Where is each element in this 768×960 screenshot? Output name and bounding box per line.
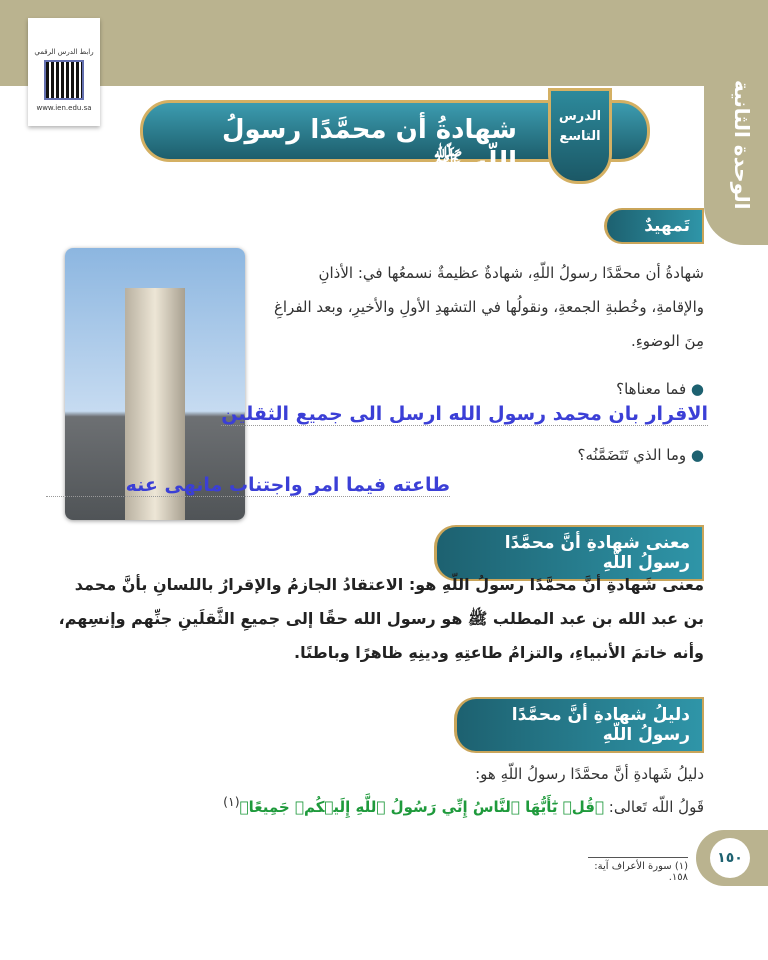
- question-2: ● وما الذي تَتَضَمَّنُه؟: [577, 446, 704, 464]
- answer-2[interactable]: طاعته فيما امر واجتناب مانهى عنه: [46, 474, 450, 497]
- lesson-number-badge: [548, 88, 612, 184]
- lesson-number: التاسع: [559, 129, 601, 144]
- answer-1[interactable]: الاقرار بان محمد رسول الله ارسل الى جميع الثقلين: [221, 403, 708, 425]
- intro-text: شهادةُ أن محمَّدًا رسولُ اللّهِ، شهادةٌ عظيمةٌ نسمعُها في: الأذانِ والإقامةِ، وخُطبةِ الجمعةِ، ونقولُها في التشهدِ الأولِ والأخيرِ، وبعد الفراغِ مِنَ الوضوءِ.: [273, 264, 704, 350]
- unit-sidebar: [704, 0, 768, 245]
- evidence-line2: قَولُ اللّه تَعالى: ﴿قُلۡ يَٰٓأَيُّهَا ٱلنَّاسُ إِنِّي رَسُولُ ٱللَّهِ إِلَيۡكُمۡ جَمِيعًا﴾$^{(١)}$: [223, 794, 704, 816]
- question-1: ● فما معناها؟: [616, 380, 704, 398]
- qr-code-icon[interactable]: [44, 60, 84, 100]
- qr-url[interactable]: www.ien.edu.sa: [36, 104, 92, 112]
- lesson-title: شهادةُ أن محمَّدًا رسولُ اللّهِ ﷺ: [140, 100, 650, 162]
- top-banner: [0, 0, 768, 86]
- quran-verse: ﴿قُلۡ يَٰٓأَيُّهَا ٱلنَّاسُ إِنِّي رَسُولُ ٱللَّهِ إِلَيۡكُمۡ جَمِيعًا﴾: [239, 798, 604, 816]
- unit-title: الوحدة الثانية: [730, 80, 754, 210]
- meaning-text: معنى شَهادةِ أنَّ محمَّدًا رسولُ اللّهِ هو: الاعتقادُ الجازمُ والإقرارُ باللسانِ بأنَّ محمد بن عبد الله بن عبد المطلب ﷺ هو رسول الله حقًا إلى جميعِ الثَّقلَينِ جنِّهم وإنسِهم، وأنه خاتمَ الأنبياءِ، والتزامُ طاعتِهِ ودينِهِ ظاهرًا وباطنًا.: [58, 575, 704, 662]
- page-number-tab: [696, 830, 768, 886]
- section-heading-meaning: معنى شهادةِ أنَّ محمَّدًا رسولُ اللّهِ: [434, 525, 704, 581]
- footnote: (١) سورة الأعراف آية: ١٥٨.: [588, 857, 688, 883]
- evidence-line1: دليلُ شَهادةِ أنَّ محمَّدًا رسولُ اللّهِ هو:: [475, 765, 704, 783]
- footnote-ref: (١): [223, 794, 240, 809]
- qr-label: رابط الدرس الرقمي: [34, 48, 94, 56]
- section-heading-intro: تَمهيدٌ: [604, 208, 704, 244]
- lesson-label: الدرس: [558, 109, 602, 124]
- qr-card[interactable]: [28, 18, 100, 126]
- page-number: ١٥٠: [710, 838, 750, 878]
- section-heading-evidence: دليلُ شهادةِ أنَّ محمَّدًا رسولُ اللّهِ: [454, 697, 704, 753]
